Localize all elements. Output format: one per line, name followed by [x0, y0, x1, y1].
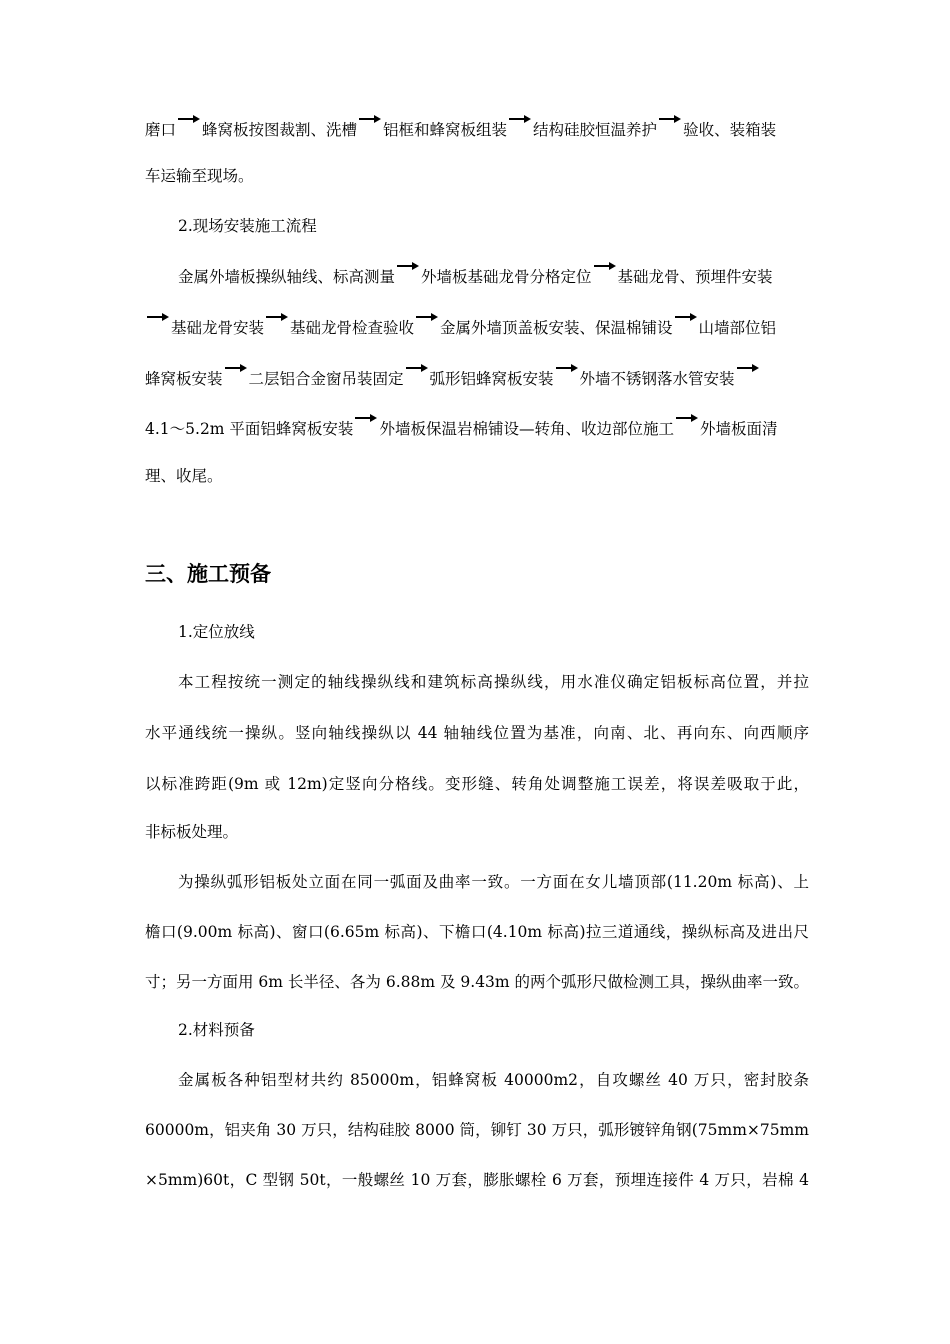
arrow-right-icon [657, 120, 683, 140]
flow-step: 山墙部位铝 [698, 319, 777, 337]
arrow-right-icon [673, 318, 699, 338]
flow1-line2: 车运输至现场。 [145, 167, 254, 185]
flow-step: 金属外墙顶盖板安装、保温棉铺设 [440, 319, 673, 337]
flow2-line4 [145, 419, 809, 439]
arrow-right-icon [404, 369, 430, 389]
paragraph-line: 寸；另一方面用 6m 长半径、各为 6.88m 及 9.43m 的两个弧形尺做检测工具，操纵曲率一致。 [145, 973, 810, 991]
flow2-line1 [178, 267, 809, 287]
paragraph-line: 60000m，铝夹角 30 万只，结构硅胶 8000 筒，铆钉 30 万只，弧形镀锌角钢(75mm×75mm [145, 1121, 809, 1139]
section-heading: 三、施工预备 [145, 562, 271, 586]
flow-step: 蜂窝板按图裁割、洗槽 [202, 121, 358, 139]
flow-step: 验收、装箱装 [683, 121, 777, 139]
arrow-right-icon [264, 318, 290, 338]
paragraph-line: 以标准跨距(9m 或 12m)定竖向分格线。变形缝、转角处调整施工误差，将误差吸取于此， [145, 775, 809, 793]
paragraph-line: ×5mm)60t，C 型钢 50t，一般螺丝 10 万套，膨胀螺栓 6 万套，预埋连接件 4 万只，岩棉 4 [145, 1171, 809, 1189]
section-2-title: 2.现场安装施工流程 [178, 217, 317, 235]
paragraph-line: 本工程按统一测定的轴线操纵线和建筑标高操纵线，用水准仪确定铝板标高位置，并拉 [178, 673, 809, 691]
paragraph-line: 为操纵弧形铝板处立面在同一弧面及曲率一致。一方面在女儿墙顶部(11.20m 标高)、上 [178, 873, 809, 891]
arrow-right-icon [592, 267, 618, 287]
flow-step: 金属外墙板操纵轴线、标高测量 [178, 268, 396, 286]
arrow-right-icon [145, 318, 171, 338]
arrow-right-icon [735, 369, 761, 389]
arrow-right-icon [176, 120, 202, 140]
flow-step: 外墙板基础龙骨分格定位 [421, 268, 592, 286]
paragraph-line: 檐口(9.00m 标高)、窗口(6.65m 标高)、下檐口(4.10m 标高)拉三道通线，操纵标高及进出尺 [145, 923, 809, 941]
flow1-line1 [145, 120, 809, 140]
arrow-right-icon [674, 419, 700, 439]
arrow-right-icon [353, 419, 379, 439]
flow-step: 4.1～5.2m 平面铝蜂窝板安装 [145, 420, 354, 438]
paragraph-line: 水平通线统一操纵。竖向轴线操纵以 44 轴轴线位置为基准，向南、北、再向东、向西顺序 [145, 724, 809, 742]
flow-step: 磨口 [145, 121, 177, 139]
flow-step: 弧形铝蜂窝板安装 [429, 370, 554, 388]
flow-step: 基础龙骨、预埋件安装 [617, 268, 773, 286]
arrow-right-icon [554, 369, 580, 389]
flow2-line5: 理、收尾。 [145, 467, 223, 485]
arrow-right-icon [357, 120, 383, 140]
flow-step: 铝框和蜂窝板组装 [383, 121, 508, 139]
flow-step: 外墙不锈钢落水管安装 [579, 370, 735, 388]
flow-step: 外墙板面清 [699, 420, 778, 438]
flow-step: 二层铝合金窗吊装固定 [248, 370, 404, 388]
flow2-line3 [145, 369, 809, 389]
flow-step: 结构硅胶恒温养护 [533, 121, 658, 139]
flow-step: 基础龙骨安装 [171, 319, 265, 337]
flow2-line2 [145, 318, 809, 338]
paragraph-line: 非标板处理。 [145, 823, 239, 841]
subsection-1-title: 1.定位放线 [178, 623, 255, 641]
flow-step: 基础龙骨检查验收 [290, 319, 415, 337]
flow-step: 外墙板保温岩棉铺设—转角、收边部位施工 [379, 420, 674, 438]
arrow-right-icon [223, 369, 249, 389]
flow-step: 蜂窝板安装 [145, 370, 223, 388]
subsection-2-title: 2.材料预备 [178, 1021, 255, 1039]
arrow-right-icon [395, 267, 421, 287]
paragraph-line: 金属板各种铝型材共约 85000m，铝蜂窝板 40000m2，自攻螺丝 40 万只，密封胶条 [178, 1071, 809, 1089]
arrow-right-icon [414, 318, 440, 338]
arrow-right-icon [507, 120, 533, 140]
